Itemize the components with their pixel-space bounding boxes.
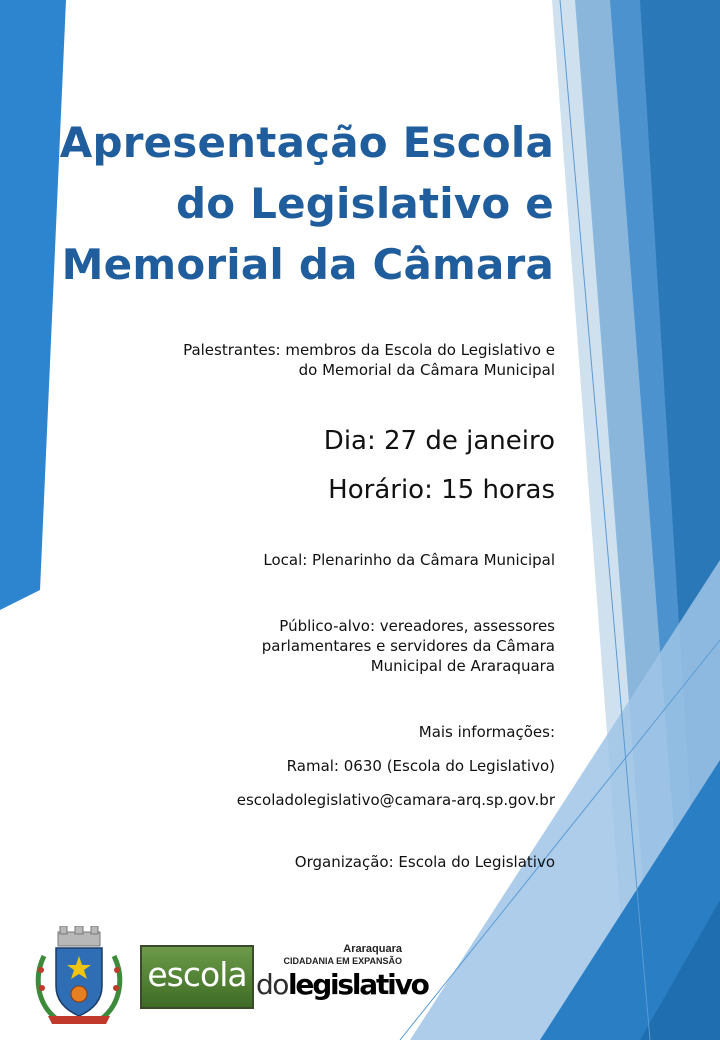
araraquara-coat-of-arms-icon bbox=[32, 926, 126, 1026]
organizer bbox=[115, 852, 555, 872]
email-text: escoladolegislativo@camara-arq.sp.gov.br bbox=[236, 791, 555, 809]
phone-text: Ramal: 0630 (Escola do Legislativo) bbox=[286, 757, 555, 775]
title-line-2: do Legislativo e bbox=[175, 179, 554, 228]
contact-phone bbox=[115, 756, 555, 776]
logo-city-name: Araraquara bbox=[343, 943, 402, 955]
audience-line-3: Municipal de Araraquara bbox=[370, 657, 555, 675]
speakers-text bbox=[115, 340, 555, 380]
logo-tagline bbox=[283, 956, 402, 967]
more-info-label: Mais informações: bbox=[418, 723, 555, 741]
poster-title bbox=[34, 112, 554, 295]
logo-tagline-b: EM EXPANSÃO bbox=[336, 956, 402, 966]
more-info-heading bbox=[115, 722, 555, 742]
escola-do-legislativo-logo bbox=[140, 943, 428, 1015]
speakers-line-1: Palestrantes: membros da Escola do Legislativo e bbox=[183, 341, 555, 359]
target-audience bbox=[115, 616, 555, 676]
event-date: Dia: 27 de janeiro bbox=[323, 426, 555, 456]
organizer-text: Organização: Escola do Legislativo bbox=[294, 853, 555, 871]
event-location bbox=[115, 550, 555, 570]
speakers-line-2: do Memorial da Câmara Municipal bbox=[298, 361, 555, 379]
audience-line-2: parlamentares e servidores da Câmara bbox=[261, 637, 555, 655]
audience-line-1: Público-alvo: vereadores, assessores bbox=[279, 617, 555, 635]
logo-word-legislativo: legislativo bbox=[288, 968, 428, 1001]
logo-word-do: do bbox=[256, 968, 288, 1001]
contact-email bbox=[115, 790, 555, 810]
title-line-3: Memorial da Câmara bbox=[61, 240, 554, 289]
logo-tagline-a: CIDADANIA bbox=[283, 956, 337, 966]
location-line: Local: Plenarinho da Câmara Municipal bbox=[263, 551, 555, 569]
event-time: Horário: 15 horas bbox=[328, 475, 555, 505]
logo-word-escola: escola bbox=[147, 955, 247, 994]
left-blue-bar bbox=[0, 0, 66, 610]
title-line-1: Apresentação Escola bbox=[59, 118, 554, 167]
